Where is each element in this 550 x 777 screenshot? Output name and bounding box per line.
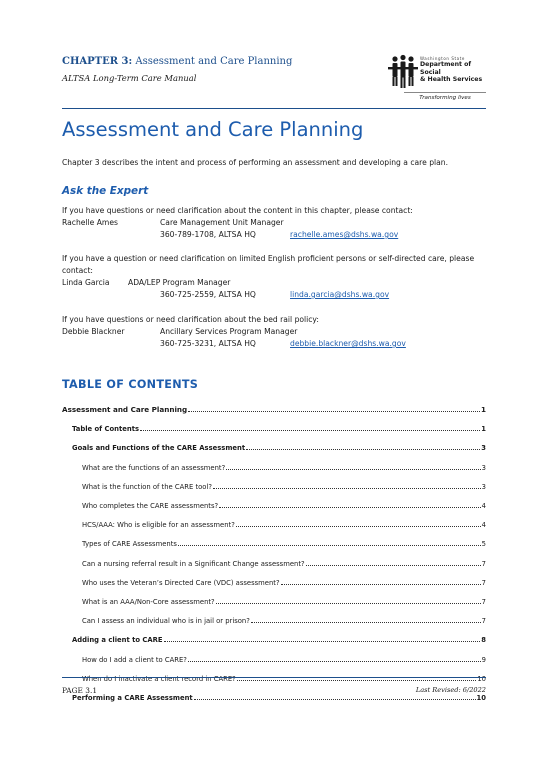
toc-dot-leader <box>236 526 481 527</box>
dshs-logo <box>386 54 486 104</box>
toc-entry[interactable] <box>72 441 486 452</box>
chapter-label: CHAPTER 3: <box>62 56 133 67</box>
toc-entry-title: HCS/AAA: Who is eligible for an assessment? <box>82 521 235 530</box>
toc-entry-page: 3 <box>481 463 486 472</box>
contact-email-link[interactable]: debbie.blackner@dshs.wa.gov <box>290 339 406 348</box>
toc-dot-leader <box>219 507 481 508</box>
toc-entry-page: 9 <box>481 655 486 664</box>
contact-role: Care Management Unit Manager <box>160 218 284 227</box>
toc-entry-title: Can I assess an individual who is in jail or prison? <box>82 617 250 626</box>
toc-dot-leader <box>188 661 481 662</box>
people-group-logo-icon <box>386 54 420 90</box>
toc-entry-title: When do I inactivate a client record in CARE? <box>82 674 236 683</box>
toc-entry-title: Performing a CARE Assessment <box>72 694 193 702</box>
contact-phone: 360-725-3231, ALTSA HQ <box>160 339 256 348</box>
toc-entry-title: Table of Contents <box>72 425 139 434</box>
toc-entry-title: Who completes the CARE assessments? <box>82 502 219 510</box>
toc-dot-leader <box>237 680 477 681</box>
toc-entry-page: 10 <box>476 694 486 702</box>
toc-entry[interactable] <box>82 518 486 529</box>
logo-text <box>420 56 486 84</box>
manual-name: ALTSA Long-Term Care Manual <box>62 73 197 83</box>
contact-phone: 360-789-1708, ALTSA HQ <box>160 230 256 239</box>
toc-entry-title: Adding a client to CARE <box>72 636 163 645</box>
chapter-title: Assessment and Care Planning <box>135 56 293 67</box>
toc-dot-leader <box>251 622 481 623</box>
toc-dot-leader <box>306 565 481 566</box>
contact-role: ADA/LEP Program Manager <box>128 278 231 287</box>
toc-dot-leader <box>246 449 480 450</box>
toc-entry-page: 10 <box>477 674 486 683</box>
last-revised: Last Revised: 6/2022 <box>415 686 486 694</box>
toc-entry-page: 7 <box>481 578 486 587</box>
logo-tagline: Transforming lives <box>404 92 486 101</box>
toc-entry-title: What is an AAA/Non-Core assessment? <box>82 598 215 606</box>
toc-entry[interactable] <box>82 595 486 606</box>
contact-email-link[interactable]: rachelle.ames@dshs.wa.gov <box>290 230 399 239</box>
expert-contact-2 <box>62 253 492 301</box>
toc-entry[interactable] <box>82 576 486 587</box>
contact-name: Rachelle Ames <box>62 218 118 227</box>
toc-dot-leader <box>164 641 481 642</box>
header-divider <box>62 108 486 109</box>
logo-dept-line1: Department of Social <box>420 61 472 76</box>
toc-entry-title: Goals and Functions of the CARE Assessment <box>72 444 246 453</box>
toc-dot-leader <box>213 488 481 489</box>
contact-email-link[interactable]: linda.garcia@dshs.wa.gov <box>290 290 390 299</box>
toc-entry-title: Can a nursing referral result in a Significant Change assessment? <box>82 559 305 568</box>
toc-entry-page: 5 <box>481 540 486 549</box>
contact-role: Ancillary Services Program Manager <box>160 327 298 336</box>
toc-entry[interactable] <box>82 557 486 568</box>
ask-expert-heading: Ask the Expert <box>62 185 149 197</box>
toc-entry-title: What are the functions of an assessment? <box>82 463 226 472</box>
toc-entry-title: Types of CARE Assessments <box>82 540 177 549</box>
toc-dot-leader <box>226 469 480 470</box>
toc-entry-title: Assessment and Care Planning <box>62 405 188 414</box>
contact-intro: If you have questions or need clarification about the bed rail policy: <box>62 315 319 324</box>
toc-entry-page: 4 <box>481 521 486 530</box>
toc-entry-page: 1 <box>480 405 486 414</box>
toc-heading: TABLE OF CONTENTS <box>62 378 199 391</box>
toc-entry-page: 7 <box>481 598 486 606</box>
toc-entry-page: 7 <box>481 559 486 568</box>
toc-entry-page: 3 <box>481 482 486 491</box>
toc-dot-leader <box>140 430 480 431</box>
toc-entry[interactable] <box>82 461 486 472</box>
contact-phone: 360-725-2559, ALTSA HQ <box>160 290 256 299</box>
toc-dot-leader <box>178 545 481 546</box>
toc-entry[interactable] <box>62 403 486 414</box>
expert-contact-1 <box>62 205 492 241</box>
toc-entry-page: 4 <box>481 502 486 510</box>
toc-entry[interactable] <box>82 480 486 491</box>
contact-name: Debbie Blackner <box>62 327 125 336</box>
expert-contact-3 <box>62 314 492 350</box>
toc-entry-page: 8 <box>481 636 486 645</box>
page-title: Assessment and Care Planning <box>62 118 364 141</box>
logo-dept-line2: & Health Services <box>420 76 483 83</box>
intro-paragraph: Chapter 3 describes the intent and process of performing an assessment and developing a care plan. <box>62 158 449 167</box>
toc-entry-title: How do I add a client to CARE? <box>82 655 187 664</box>
toc-entry[interactable] <box>72 633 486 644</box>
toc-entry-title: Who uses the Veteran’s Directed Care (VDC) assessment? <box>82 578 280 587</box>
logo-state: Washington State <box>420 56 465 61</box>
toc-entry[interactable] <box>82 653 486 664</box>
toc-entry[interactable] <box>82 499 486 510</box>
toc-entry-page: 3 <box>481 444 486 453</box>
toc-entry-page: 7 <box>481 617 486 626</box>
toc-entry[interactable] <box>72 422 486 433</box>
page-number: PAGE 3.1 <box>62 686 98 695</box>
toc-entry[interactable] <box>82 614 486 625</box>
contact-intro: If you have questions or need clarification about the content in this chapter, please contact: <box>62 206 413 215</box>
toc-entry-page: 1 <box>481 425 486 434</box>
toc-dot-leader <box>281 584 481 585</box>
footer-divider <box>62 677 486 678</box>
toc-dot-leader <box>194 699 476 700</box>
toc-entry[interactable] <box>82 537 486 548</box>
toc-entry-title: What is the function of the CARE tool? <box>82 482 212 491</box>
toc-dot-leader <box>188 411 480 412</box>
toc-dot-leader <box>216 603 481 604</box>
contact-name: Linda Garcia <box>62 278 110 287</box>
contact-intro: If you have a question or need clarification on limited English proficient persons or self-directed care, please contact: <box>62 254 475 275</box>
page-header <box>62 56 486 108</box>
